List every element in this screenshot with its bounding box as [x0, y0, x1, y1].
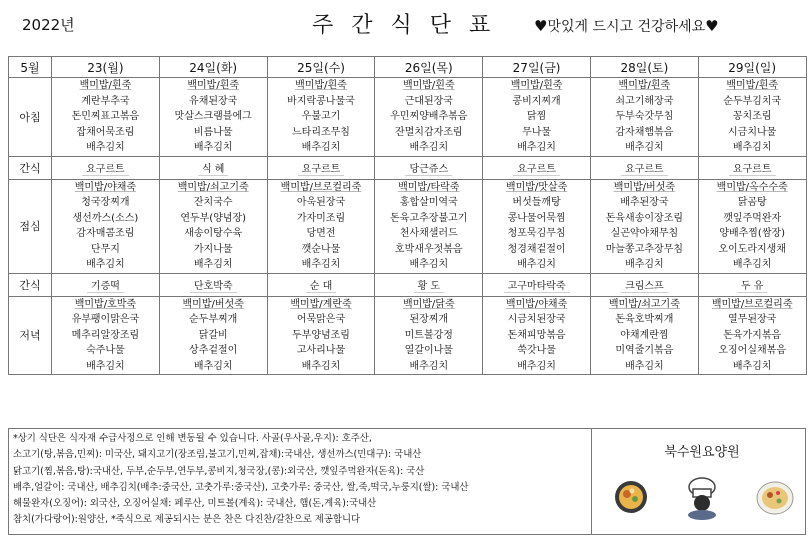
day-header: 29일(일): [698, 57, 806, 78]
snack-cell: [52, 156, 160, 179]
menu-item: 백미밥/야채죽: [505, 298, 568, 310]
menu-item: 배추김치: [409, 259, 449, 270]
snack-cell: [698, 273, 806, 296]
menu-item: 고사리나물: [296, 345, 346, 356]
menu-item: 열무된장국: [728, 314, 777, 325]
menu-item: 생선까스(소스): [72, 212, 139, 224]
menu-cell: [375, 179, 483, 273]
menu-item: 배추김치: [193, 360, 233, 372]
snack-item: 단호박죽: [190, 281, 237, 293]
menu-item: 배추김치: [409, 360, 449, 372]
month-header: 5월: [9, 57, 52, 78]
menu-item: 시금치나물: [728, 126, 777, 138]
snack-item: 당근쥬스: [405, 164, 452, 176]
menu-cell: [375, 78, 483, 157]
day-header: 27일(금): [483, 57, 591, 78]
menu-item: 배추김치: [193, 142, 233, 153]
menu-item: 메추리알장조림: [71, 329, 140, 341]
menu-item: 감자매콤조림: [76, 228, 135, 239]
menu-item: 청경채겉절이: [507, 243, 566, 255]
heart-icon: ♥: [534, 17, 548, 35]
menu-item: 닭갈비: [198, 329, 228, 341]
org-name: 북수원요양원: [664, 445, 740, 460]
menu-item: 양배추찜(쌈장): [719, 228, 786, 239]
snack-cell: [267, 273, 375, 296]
day-header: 23(월): [52, 57, 160, 78]
origin-note-line: 배추,얼갈이: 국내산, 배추김치(배추:중국산, 고춧가루:중국산), 고춧가루: 중국산, 쌀,죽,떡국,누룽지(쌀): 국내산: [13, 481, 469, 493]
snack-cell: [267, 156, 375, 179]
menu-item: 가지나물: [193, 243, 233, 255]
menu-item: 배추김치: [301, 360, 341, 372]
rice-dish-image: [755, 479, 795, 517]
row-label: 아침: [9, 78, 52, 157]
header-row: [9, 57, 807, 78]
menu-item: 천사채샐러드: [399, 228, 458, 239]
row-label: 간식: [9, 273, 52, 296]
menu-cell: [52, 78, 160, 157]
menu-item: 닭찜: [526, 111, 547, 122]
menu-cell: [52, 179, 160, 273]
menu-item: 된장찌개: [409, 314, 449, 325]
menu-item: 배추김치: [625, 360, 664, 372]
menu-item: 숙주나물: [86, 345, 125, 356]
menu-item: 우불고기: [301, 111, 341, 122]
snack-item: 요구르트: [513, 164, 560, 176]
day-header: 26일(목): [375, 57, 483, 78]
snack-item: 고구마타락죽: [504, 281, 570, 293]
menu-item: 백미밥/흰죽: [402, 80, 455, 91]
snack-item: 황 도: [414, 281, 445, 293]
heart-icon: ♥: [705, 17, 719, 35]
menu-item: 어묵맑은국: [296, 314, 346, 325]
menu-item: 백미밥/옥수수죽: [716, 181, 788, 193]
menu-item: 콩비지찌개: [512, 95, 561, 107]
year-label: 2022년: [22, 16, 75, 34]
slogan: [534, 16, 719, 36]
menu-cell: [267, 78, 375, 157]
menu-cell: [483, 296, 591, 375]
menu-cell: [375, 296, 483, 375]
menu-item: 연두부(양념장): [180, 212, 247, 224]
snack-item: 두 유: [737, 281, 768, 293]
snack-item: 기증떡: [87, 281, 124, 293]
menu-item: 백미밥/흰죽: [187, 80, 240, 91]
day-header: 28일(토): [590, 57, 698, 78]
menu-item: 바지락콩나물국: [287, 95, 355, 107]
menu-item: 잔멸치감자조림: [394, 126, 463, 138]
menu-item: 순두부김치국: [723, 95, 782, 107]
menu-item: 당면전: [306, 228, 336, 239]
snack-cell: [52, 273, 160, 296]
row-label: 간식: [9, 156, 52, 179]
origin-note-line: 참치(가다랑어):원양산, *죽식으로 제공되시는 분은 찬은 다진찬/갈찬으로 제공합니다: [13, 514, 361, 526]
menu-item: 배추김치: [86, 259, 125, 270]
menu-item: 돈채피망볶음: [507, 329, 566, 341]
menu-item: 배추김치: [517, 360, 556, 372]
row-label: 저녁: [9, 296, 52, 375]
noodle-bowl-image: [613, 479, 649, 515]
menu-item: 닭곰탕: [737, 197, 767, 208]
menu-cell: [159, 296, 267, 375]
menu-item: 유채된장국: [189, 95, 238, 107]
snack-cell: [590, 156, 698, 179]
menu-item: 버섯들깨탕: [512, 197, 561, 208]
menu-item: 맛살스크램블에그: [174, 111, 252, 122]
menu-item: 쇠고기해장국: [615, 95, 674, 107]
menu-item: 배추김치: [86, 360, 125, 372]
menu-item: 백미밥/닭죽: [402, 298, 455, 310]
menu-item: 백미밥/버섯죽: [182, 298, 244, 310]
menu-item: 백미밥/흰죽: [79, 80, 132, 91]
menu-item: 순두부찌개: [189, 314, 238, 325]
menu-item: 마늘쫑고추장무침: [605, 243, 684, 255]
menu-item: 배추김치: [732, 259, 772, 270]
menu-item: 유부팽이맑은국: [71, 314, 140, 325]
menu-item: 배추김치: [732, 142, 772, 153]
menu-item: 청국장찌개: [81, 197, 130, 208]
menu-item: 잡채어묵조림: [76, 126, 135, 138]
meal-row: [9, 296, 807, 375]
menu-item: 배추김치: [409, 142, 449, 153]
menu-item: 돈육호박찌개: [615, 314, 674, 325]
menu-item: 배추김치: [517, 142, 556, 153]
snack-cell: [159, 156, 267, 179]
menu-item: 쑥갓나물: [517, 345, 556, 356]
menu-item: 깻순나물: [301, 243, 341, 255]
menu-item: 백미밥/맛살죽: [505, 181, 568, 193]
menu-item: 두부숙갓무침: [615, 111, 674, 122]
menu-item: 백미밥/호박죽: [74, 298, 137, 310]
snack-cell: [159, 273, 267, 296]
origin-note-line: 소고기(탕,볶음,민찌): 미국산, 돼지고기(장조림,불고기,민찌,잡채):국내산, 생선까스(민대구): 국내산: [13, 449, 422, 461]
menu-item: 배추김치: [86, 142, 125, 153]
snack-row: [9, 273, 807, 296]
snack-item: 요구르트: [298, 164, 345, 176]
snack-cell: [483, 273, 591, 296]
menu-item: 백미밥/흰죽: [295, 80, 347, 91]
footer: [8, 428, 806, 535]
snack-item: 크림스프: [621, 281, 668, 293]
menu-item: 두부양념조림: [292, 329, 350, 341]
snack-cell: [375, 273, 483, 296]
weekly-menu-table: [8, 56, 807, 375]
menu-item: 꽁치조림: [732, 111, 772, 122]
menu-item: 새송이탕수육: [184, 228, 243, 239]
page-title: 주간식단표: [312, 13, 509, 38]
origin-note-line: 닭고기(찜,볶음,탕):국내산, 두부,순두부,연두부,콩비지,청국장,(콩):외국산, 깻잎주먹완자(돈육): 국산: [13, 465, 425, 477]
menu-item: 잔치국수: [193, 197, 233, 208]
menu-item: 배추김치: [193, 259, 233, 270]
menu-item: 돈육가지볶음: [723, 329, 782, 341]
snack-item: 순 대: [306, 281, 337, 293]
menu-item: 백미밥/흰죽: [618, 80, 671, 91]
menu-cell: [698, 296, 806, 375]
menu-item: 상추겉절이: [189, 345, 238, 356]
menu-cell: [698, 179, 806, 273]
menu-cell: [159, 179, 267, 273]
menu-item: 배추김치: [517, 259, 556, 270]
menu-cell: [698, 78, 806, 157]
menu-cell: [483, 179, 591, 273]
menu-item: 홍합살미역국: [399, 197, 458, 208]
row-label: 점심: [9, 179, 52, 273]
menu-item: 돈육고추장불고기: [390, 212, 468, 224]
snack-item: 요구르트: [82, 164, 129, 176]
menu-item: 오이도라지생채: [718, 243, 786, 255]
menu-cell: [483, 78, 591, 157]
menu-item: 야채계란찜: [620, 329, 669, 341]
menu-cell: [590, 296, 698, 375]
chef-icon: [679, 475, 725, 521]
menu-item: 느타리조무침: [292, 126, 350, 138]
menu-item: 배추김치: [625, 259, 664, 270]
menu-item: 오징어실채볶음: [718, 345, 786, 356]
menu-item: 돈육새송이장조림: [605, 212, 684, 224]
snack-item: 요구르트: [621, 164, 668, 176]
menu-item: 콩나물어묵찜: [507, 212, 566, 224]
page-header: [0, 0, 811, 54]
menu-cell: [267, 179, 375, 273]
snack-item: 요구르트: [729, 164, 776, 176]
menu-item: 백미밥/버섯죽: [613, 181, 676, 193]
slogan-text: 맛있게 드시고 건강하세요: [547, 19, 706, 35]
menu-cell: [590, 78, 698, 157]
menu-item: 우민찌양배추볶음: [390, 111, 468, 122]
snack-cell: [483, 156, 591, 179]
snack-cell: [590, 273, 698, 296]
menu-item: 배추김치: [732, 360, 772, 372]
origin-note-line: 해물완자(오징어): 외국산, 오징어실채: 페루산, 미트볼(계육): 국내산, 햄(돈,계육):국내산: [13, 498, 377, 510]
menu-item: 백미밥/쇠고기죽: [608, 298, 680, 310]
snack-cell: [375, 156, 483, 179]
menu-item: 호박새우젓볶음: [394, 243, 463, 255]
menu-item: 백미밥/계란죽: [290, 298, 352, 310]
menu-item: 단무지: [90, 243, 120, 255]
menu-item: 백미밥/흰죽: [726, 80, 779, 91]
menu-item: 미역줄기볶음: [615, 345, 674, 356]
menu-item: 열갈이나물: [404, 345, 453, 356]
menu-item: 깻잎주먹완자: [723, 212, 782, 224]
origin-notes: [13, 431, 588, 529]
menu-cell: [267, 296, 375, 375]
menu-item: 배추된장국: [620, 197, 669, 208]
meal-row: [9, 179, 807, 273]
meal-row: [9, 78, 807, 157]
snack-cell: [698, 156, 806, 179]
menu-item: 배추김치: [301, 259, 341, 270]
menu-item: 가자미조림: [296, 212, 346, 224]
food-images: [609, 475, 799, 531]
menu-item: 백미밥/야채죽: [74, 181, 137, 193]
menu-item: 백미밥/브로컬리죽: [280, 181, 362, 193]
menu-item: 청포묵김무침: [507, 228, 566, 239]
menu-cell: [52, 296, 160, 375]
menu-item: 돈민찌표고볶음: [71, 111, 140, 122]
snack-row: [9, 156, 807, 179]
menu-item: 백미밥/타락죽: [398, 181, 460, 193]
snack-item: 식 혜: [198, 164, 229, 176]
menu-cell: [159, 78, 267, 157]
menu-item: 비름나물: [193, 126, 233, 138]
menu-cell: [590, 179, 698, 273]
menu-item: 미트볼강정: [404, 329, 453, 341]
menu-item: 감자채햄볶음: [615, 126, 674, 138]
day-header: 25일(수): [267, 57, 375, 78]
menu-item: 무나물: [522, 126, 552, 138]
menu-item: 배추김치: [301, 142, 341, 153]
origin-note-line: *상기 식단은 식자재 수급사정으로 인해 변동될 수 있습니다. 사골(우사골,우지): 호주산,: [13, 433, 372, 444]
menu-item: 실곤약야채무침: [610, 228, 679, 239]
menu-item: 백미밥/브로컬리죽: [711, 298, 793, 310]
menu-item: 시금치된장국: [507, 314, 566, 325]
menu-item: 백미밥/흰죽: [510, 80, 563, 91]
menu-item: 배추김치: [625, 142, 664, 153]
menu-item: 계란부추국: [81, 95, 130, 107]
menu-item: 아욱된장국: [296, 197, 346, 208]
menu-item: 백미밥/쇠고기죽: [177, 181, 249, 193]
menu-item: 근대된장국: [404, 95, 453, 107]
day-header: 24일(화): [159, 57, 267, 78]
footer-divider: [591, 429, 592, 534]
